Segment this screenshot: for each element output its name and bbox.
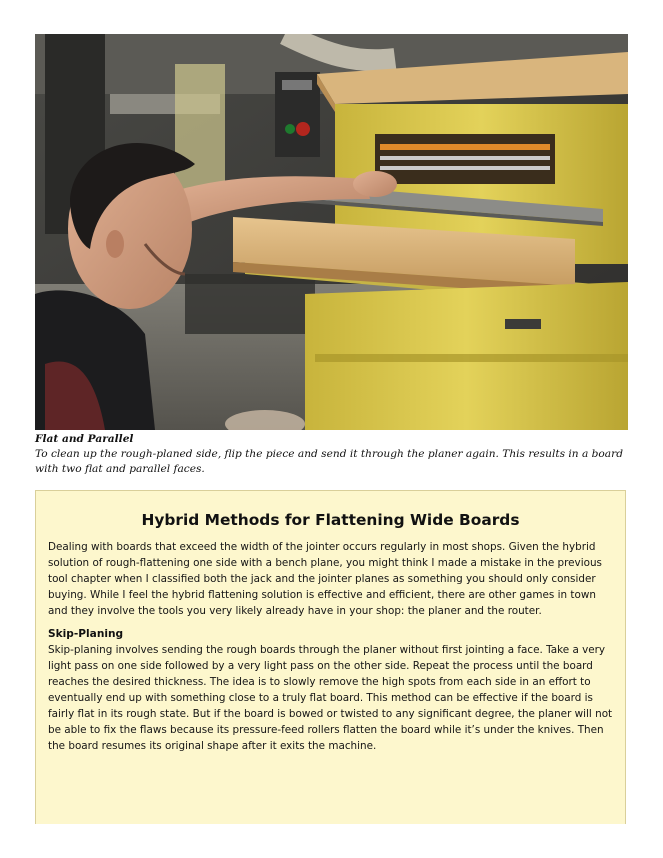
sidebar-paragraph-2: Skip-planing involves sending the rough boards through the planer without first jointing a face. Take a very light pass on one side followed by a very light pass on the other side. Repeat the process until the board reaches the desired thickness. The idea is to slowly remove the high spots from each side in an effort to eventually end up with something close to a truly flat board. This method can be effective if the board is fairly flat in its rough state. But if the board is bowed or twisted to any significant degree, the planer will not be able to fix the flaws because its pressure-feed rollers flatten the board while it’s under the knives. Then the board resumes its original shape after it exits the machine.	[48, 644, 613, 752]
caption-text: To clean up the rough-planed side, flip the piece and send it through the planer again. This results in a board with two flat and parallel faces.	[35, 448, 623, 475]
sidebar-title: Hybrid Methods for Flattening Wide Boards	[141, 511, 520, 529]
photo-caption	[35, 432, 628, 477]
sidebar-paragraph-1: Dealing with boards that exceed the width of the jointer occurs regularly in most shops. Given the hybrid solution of rough-flattening one side with a bench plane, you might think I made a mistake in the previous tool chapter when I classified both the jack and the jointer planes as something you should only consider buying. While I feel the hybrid flattening solution is effective and efficient, there are other games in town and they involve the tools you very likely already have in your shop: the planer and the router.	[48, 541, 602, 617]
caption-title: Flat and Parallel	[35, 433, 134, 445]
sidebar-box	[35, 490, 626, 824]
planer-photo	[35, 34, 628, 430]
sidebar-subhead: Skip-Planing	[48, 628, 124, 640]
planer-photo-illustration	[35, 34, 628, 430]
